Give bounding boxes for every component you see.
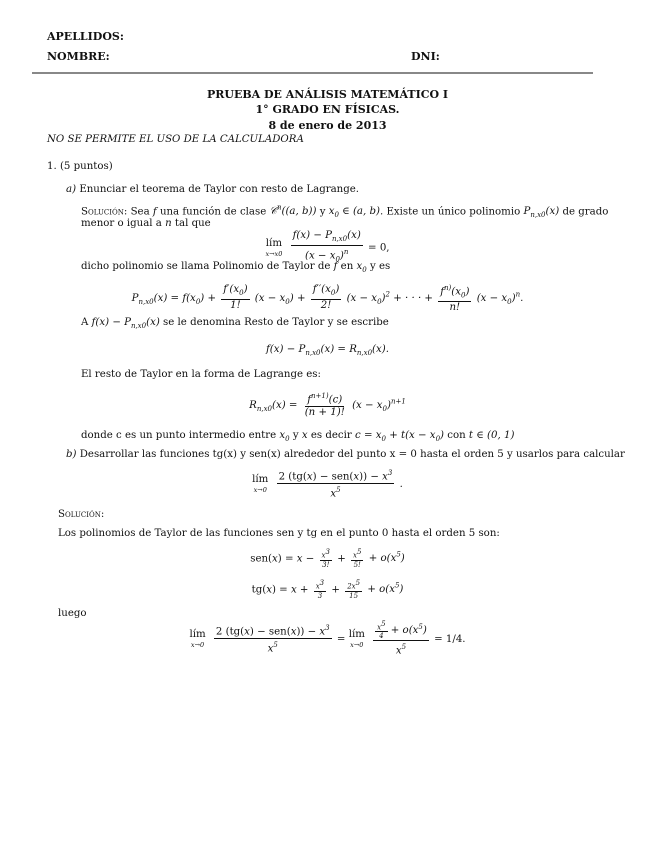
text-segment: . Existe un único polinomio: [379, 206, 521, 218]
text-segment: en: [340, 261, 354, 272]
formula-lagrange: $R_{n,x0}(x)$ = $\frac{f^{n+1)}(c)}{(n + 1)!}$ $(x - x_0)^{n+1}$: [249, 392, 406, 419]
part-b-label: b): [66, 449, 77, 460]
part-a: [66, 183, 359, 197]
question-number: 1. (5 puntos): [47, 161, 113, 172]
solution-a-line1: Solución: Sea f una función de clase 𝒞$^n$((a, b)) y $x_0$ ∈ (a, b). Existe un único polinomio $P_{n,x0}(x)$ de grado: [81, 204, 609, 220]
text-segment: de grado: [562, 206, 609, 218]
text-segment: y es: [369, 261, 391, 272]
solution-b-label: Solución:: [58, 509, 105, 520]
text-segment: y: [319, 206, 326, 218]
solution-a-label: Solución:: [81, 206, 128, 218]
formula-remainder: $f(x) - P_{n,x0}(x) = R_{n,x0}(x)$.: [266, 344, 389, 358]
formula-sen-series: sen(x) = x − $\frac{x^3}{3!}$ + $\frac{x^5}{5!}$ + $o(x^5)$: [250, 548, 405, 569]
solution-b-intro: Los polinomios de Taylor de las funciones sen y tg en el punto 0 hasta el orden 5 son:: [58, 528, 500, 539]
text-segment: y: [292, 430, 299, 441]
text-segment: una función de clase: [159, 206, 267, 218]
text-segment: menor o igual a: [81, 218, 162, 229]
exam-date: 8 de enero de 2013: [268, 119, 387, 132]
formula-final-result: lím x→0 $\frac{2 (tg(x) - sen(x)) - x^3}{x^5}$ = lím x→0 $\frac{x^5}{4}$ + $o(x^5)$ $x^5$ = 1/4.: [189, 620, 466, 657]
part-b: [66, 448, 625, 462]
text-segment: es decir: [310, 430, 352, 441]
formula-limit-b: lím x→0 $\frac{2 (tg(x) - sen(x)) - x^3}{x^5}$ .: [252, 469, 403, 500]
formula-taylor-polynomial: $P_{n,x0}(x) = f(x_0)$ + $\frac{f'(x_0)}{1!}$ $(x - x_0)$ + $\frac{f''(x_0)}{2!}$ $(x - x_0)^2$ + · · · + $\frac{f^{n)}(x_0)}{n!}$ $(x - x_0)^n$.: [131, 284, 524, 314]
final-result-value: = 1/4.: [434, 633, 466, 645]
luego-label: luego: [58, 608, 87, 619]
formula-limit-a: lím x→x0 $\frac{f(x) - P_{n,x0}(x)}{(x - x_0)^n}$ = 0,: [265, 230, 390, 264]
part-a-statement: Enunciar el teorema de Taylor con resto de Lagrange.: [79, 184, 360, 195]
dni-label: DNI:: [411, 50, 440, 63]
text-segment: A: [81, 317, 89, 328]
nombre-label: NOMBRE:: [47, 50, 110, 63]
exam-title: PRUEBA DE ANÁLISIS MATEMÁTICO I: [206, 88, 449, 101]
apellidos-label: APELLIDOS:: [47, 30, 124, 43]
text-segment: tal que: [174, 218, 211, 229]
text-segment: con: [447, 430, 466, 441]
calculator-notice: NO SE PERMITE EL USO DE LA CALCULADORA: [47, 134, 304, 145]
text-segment: dicho polinomio se llama Polinomio de Taylor de: [81, 261, 331, 272]
part-b-statement: Desarrollar las funciones tg(x) y sen(x) alrededor del punto x = 0 hasta el orden 5 y usarlos para calcular: [79, 449, 625, 460]
formula-tg-series: tg(x) = x + $\frac{x^3}{3}$ + $\frac{2x^5}{15}$ + $o(x^5)$: [251, 579, 404, 600]
solution-a-line3: dicho polinomio se llama Polinomio de Taylor de f en $x_0$ y es: [81, 261, 391, 275]
text-segment: donde c es un punto intermedio entre: [81, 430, 277, 441]
solution-a-line2: menor o igual a n tal que: [81, 218, 211, 229]
part-a-label: a): [66, 184, 77, 195]
text-segment: Sea: [130, 206, 150, 218]
text-segment: se le denomina Resto de Taylor y se escribe: [163, 317, 389, 328]
solution-a-line6: donde c es un punto intermedio entre $x_0$ y x es decir $c = x_0 + t(x - x_0)$ con t ∈ (0, 1): [81, 430, 515, 444]
exam-course: 1° GRADO EN FÍSICAS.: [255, 103, 400, 116]
header-rule: [32, 72, 593, 74]
solution-a-line4: A $f(x) - P_{n,x0}(x)$ se le denomina Resto de Taylor y se escribe: [81, 317, 389, 331]
solution-a-line5: El resto de Taylor en la forma de Lagrange es:: [81, 369, 321, 380]
